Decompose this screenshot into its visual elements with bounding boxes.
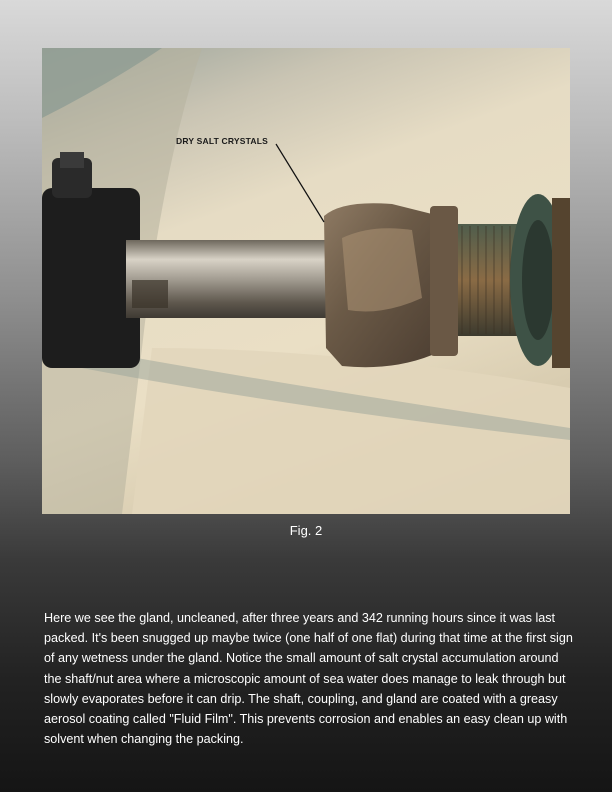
photo-annotation-label: DRY SALT CRYSTALS <box>176 136 269 146</box>
photo-illustration <box>42 48 570 514</box>
figure-caption: Fig. 2 <box>289 523 323 538</box>
body-paragraph: Here we see the gland, uncleaned, after three years and 342 running hours since it was last packed. It's been snugged up maybe twice (one half of one flat) during that time at the first sign of any wetness under the gland. Notice the small amount of salt crystal accumulation around the shaft/nut area where a microscopic amount of sea water does manage to leak through but slowly evaporates before it can drip. The shaft, coupling, and gland are coated with a greasy aerosol coating called "Fluid Film". This prevents corrosion and enables an easy clean up with solvent when changing the packing. <box>44 611 573 747</box>
stuffing-box-photo <box>42 48 570 514</box>
